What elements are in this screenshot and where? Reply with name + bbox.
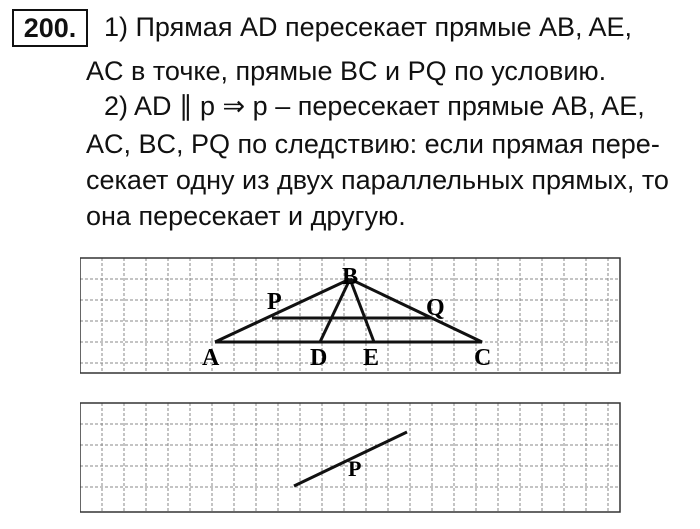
text-line-5: секает одну из двух параллельных прямых, то xyxy=(86,165,669,195)
segment-ab xyxy=(215,279,350,342)
line-grid-svg xyxy=(80,400,625,520)
label-b: B xyxy=(342,264,359,290)
label-p: P xyxy=(267,289,282,315)
label-q: Q xyxy=(426,295,445,321)
text-line-2: AC в точке, прямые BC и PQ по условию. xyxy=(86,56,607,86)
label-c: C xyxy=(474,345,492,371)
text-line-3: 2) AD ∥ p ⇒ p – пересекает прямые AB, AE, xyxy=(104,91,645,121)
figure-line-p xyxy=(80,400,625,525)
label-e: E xyxy=(363,345,380,371)
text-line-4: AC, BC, PQ по следствию: если прямая пере- xyxy=(86,129,660,159)
label-p: P xyxy=(348,456,362,481)
text-line-6: она пересекает и другую. xyxy=(86,201,406,231)
figure-triangle xyxy=(80,255,625,385)
label-a: A xyxy=(202,345,220,371)
problem-number: 200. xyxy=(12,9,88,47)
label-d: D xyxy=(310,345,328,371)
triangle-grid-svg xyxy=(80,255,625,380)
text-line-1: 1) Прямая AD пересекает прямые AB, AE, xyxy=(104,12,633,42)
